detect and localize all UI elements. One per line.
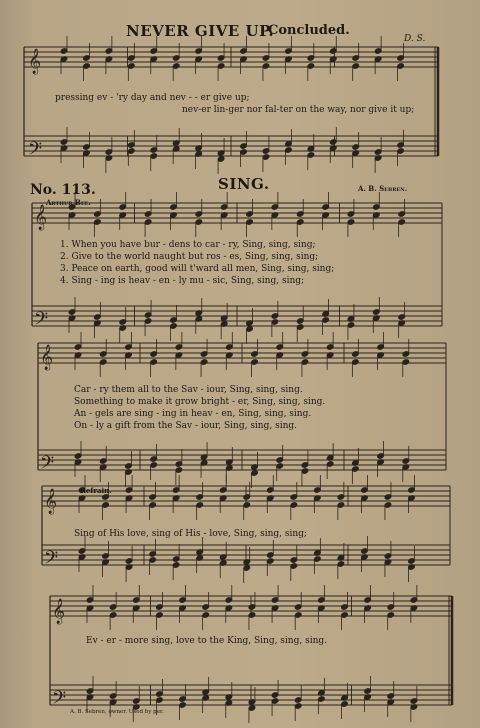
system2-verse-2: Something to make it grow bright - er, Sing, sing, sing. — [74, 397, 326, 407]
svg-text:𝄞: 𝄞 — [52, 599, 66, 624]
system2-verse-4: On - ly a gift from the Sav - iour, Sing, sing, sing. — [74, 421, 298, 431]
svg-text:𝄞: 𝄞 — [44, 489, 58, 514]
svg-text:𝄢: 𝄢 — [34, 309, 49, 334]
hymn-number: No. 113. — [30, 182, 96, 198]
system1-verse-4: 4. Sing - ing is heav - en - ly mu - sic, Sing, sing, sing; — [60, 276, 305, 286]
top-lyric-line-1: pressing ev - 'ry day and nev - - er give up; — [55, 93, 250, 103]
top-lyric-line-2: nev-er lin-ger nor fal-ter on the way, nor give it up; — [182, 105, 415, 115]
svg-text:𝄞: 𝄞 — [40, 345, 54, 370]
system1-verse-3: 3. Peace on earth, good will t'ward all men, Sing, sing, sing; — [60, 264, 335, 274]
svg-text:𝄢: 𝄢 — [44, 548, 59, 573]
lyricist: Arthur Bee. — [46, 198, 91, 207]
svg-text:𝄞: 𝄞 — [28, 49, 42, 74]
system4-lyrics: Ev - er - more sing, love to the King, Sing, sing, sing. — [86, 636, 327, 646]
system3-lyrics: Sing of His love, sing of His - love, Sing, sing, sing; — [74, 529, 307, 539]
svg-text:𝄢: 𝄢 — [40, 453, 55, 478]
system1-verse-1: 1. When you have bur - dens to car - ry, Sing, sing, sing; — [60, 240, 316, 250]
composer: A. B. Sebren. — [358, 184, 408, 193]
system1-verse-2: 2. Give to the world naught but ros - es, Sing, sing, sing; — [60, 252, 319, 262]
refrain-label: Refrain. — [80, 486, 112, 495]
song-subtitle: Concluded. — [268, 23, 350, 38]
copyright-footer: A. B. Sebren, owner. Used by per. — [70, 709, 164, 715]
song-title: NEVER GIVE UP. — [126, 22, 275, 40]
hymn-title: SING. — [218, 175, 270, 193]
svg-text:𝄢: 𝄢 — [52, 688, 67, 713]
ds-mark: D. S. — [404, 34, 426, 44]
svg-text:𝄞: 𝄞 — [34, 205, 48, 230]
svg-text:𝄢: 𝄢 — [28, 139, 43, 164]
system2-verse-3: An - gels are sing - ing in heav - en, Sing, sing, sing. — [74, 409, 312, 419]
system2-verse-1: Car - ry them all to the Sav - iour, Sing, sing, sing. — [74, 385, 303, 395]
